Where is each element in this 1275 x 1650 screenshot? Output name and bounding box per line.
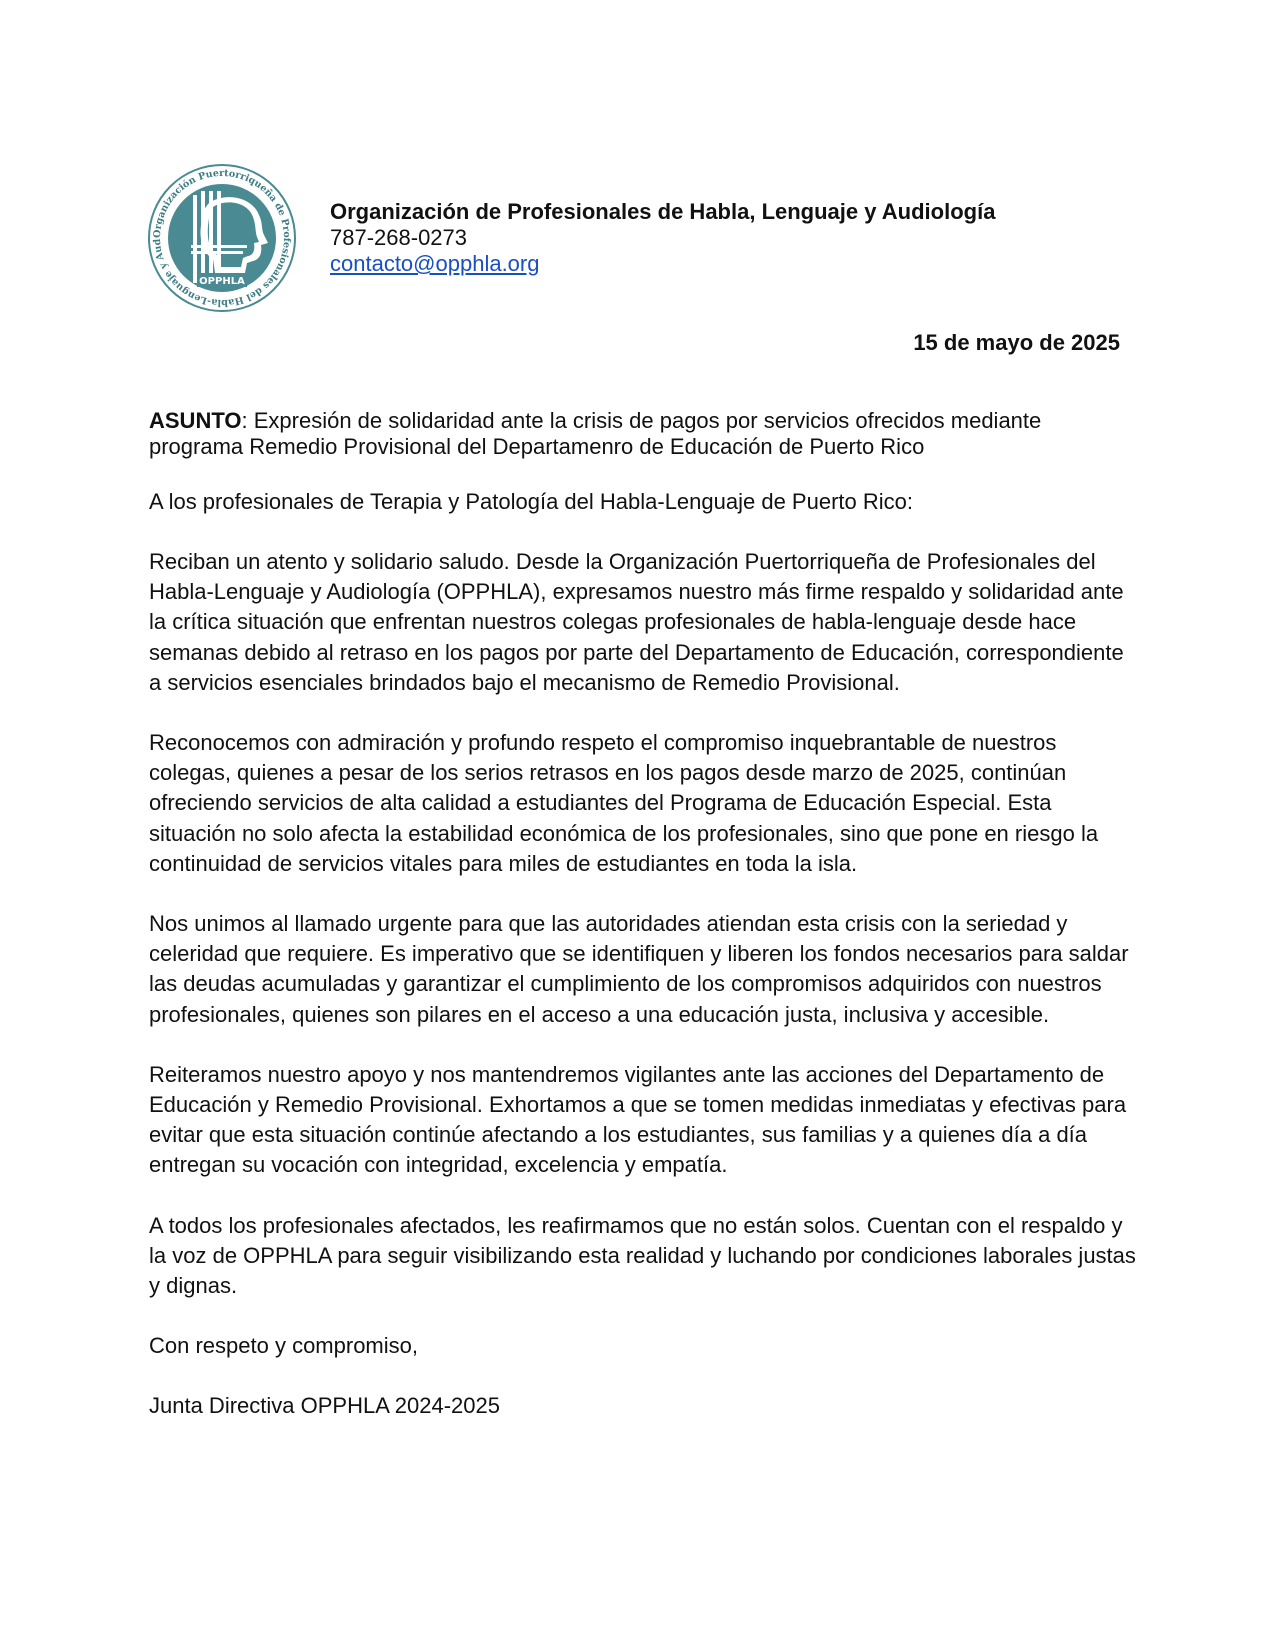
paragraph-2: Reconocemos con admiración y profundo respeto el compromiso inquebrantable de nuestros colegas, quienes a pesar de los serios retrasos en los pagos desde marzo de 2025, continúan ofreciendo servicios de alta calidad a estudiantes del Programa de Educación Especial. Esta situación no solo afecta la estabilidad económica de los profesionales, sino que pone en riesgo la continuidad de servicios vitales para miles de estudiantes en toda la isla. — [149, 730, 1099, 876]
subject-label: ASUNTO — [149, 408, 242, 433]
logo-label: OPPHLA — [199, 276, 245, 287]
subject-text: : Expresión de solidaridad ante la crisis de pagos por servicios ofrecidos mediante programa Remedio Provisional del Departamenro de Educación de Puerto Rico — [149, 408, 1042, 459]
subject-line — [149, 408, 1139, 460]
paragraph-4: Reiteramos nuestro apoyo y nos mantendremos vigilantes ante las acciones del Departamento de Educación y Remedio Provisional. Exhortamos a que se tomen medidas inmediatas y efectivas para evitar que esta situación continúe afectando a los estudiantes, sus familias y a quienes día a día entregan su vocación con integridad, excelencia y empatía. — [149, 1061, 1127, 1178]
phone-number: 787-268-0273 — [330, 225, 468, 250]
paragraph-3: Nos unimos al llamado urgente para que las autoridades atiendan esta crisis con la seriedad y celeridad que requiere. Es imperativo que se identifiquen y liberen los fondos necesarios para saldar las deudas acumuladas y garantizar el cumplimiento de los compromisos adquiridos con nuestros profesionales, quienes son pilares en el acceso a una educación justa, inclusiva y accesible. — [149, 911, 1129, 1027]
letter-body — [149, 408, 1139, 1421]
paragraph-1: Reciban un atento y solidario saludo. Desde la Organización Puertorriqueña de Profesionales del Habla-Lenguaje y Audiología (OPPHLA), expresamos nuestro más firme respaldo y solidaridad ante la crítica situación que enfrentan nuestros colegas profesionales de habla-lenguaje desde hace semanas debido al retraso en los pagos por parte del Departamento de Educación, correspondiente a servicios esenciales brindados bajo el mecanismo de Remedio Provisional. — [149, 549, 1124, 695]
letterhead — [330, 199, 995, 277]
paragraph-5: A todos los profesionales afectados, les reafirmamos que no están solos. Cuentan con el respaldo y la voz de OPPHLA para seguir visibilizando esta realidad y luchando por condiciones laborales justas y dignas. — [149, 1212, 1136, 1299]
organization-name: Organización de Profesionales de Habla, Lenguaje y Audiología — [330, 199, 996, 224]
logo-emblem — [147, 163, 297, 313]
letter-date: 15 de mayo de 2025 — [913, 330, 1120, 355]
opphla-logo — [147, 163, 297, 313]
logo-ring-text: Organización Puertorriqueña de Profesionales del Habla-Lenguaje y Aud — [151, 167, 293, 309]
signature: Junta Directiva OPPHLA 2024-2025 — [149, 1393, 500, 1419]
greeting: A los profesionales de Terapia y Patología del Habla-Lenguaje de Puerto Rico: — [149, 489, 913, 514]
email-link[interactable]: contacto@opphla.org — [330, 251, 540, 276]
closing: Con respeto y compromiso, — [149, 1333, 418, 1359]
